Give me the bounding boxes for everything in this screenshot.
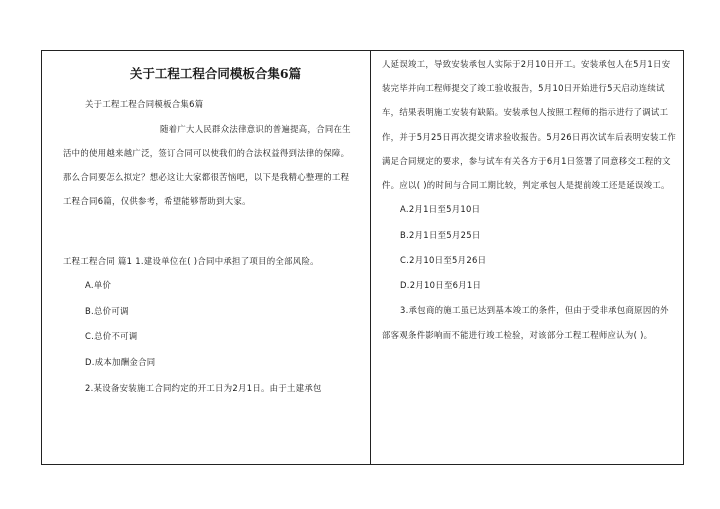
- q2-option-d: D.2月10日至6月1日: [400, 280, 482, 291]
- right-column: [382, 52, 677, 347]
- q2-option-a: A.2月1日至5月10日: [400, 204, 481, 215]
- column-divider: [370, 50, 371, 465]
- q1-option-a: A.单价: [85, 280, 112, 290]
- intro-paragraph: 随着广大人民群众法律意识的普遍提高，合同在生活中的使用越来越广泛，签订合同可以使我们的合法权益得到法律的保障。那么合同要怎么拟定？想必这让大家都很苦恼吧，以下是我精心整理的工程工程合同6篇，仅供参考，希望能够帮助到大家。: [63, 124, 351, 206]
- q1-option-d: D.成本加酬金合同: [85, 356, 156, 367]
- left-column: [63, 60, 356, 401]
- question-3: 3.承包商的施工虽已达到基本竣工的条件，但由于受非承包商原因的外部客观条件影响而不能进行竣工检验，对该部分工程工程师应认为( )。: [382, 305, 669, 340]
- question-2-continued: 人延误竣工，导致安装承包人实际于2月10日开工。安装承包人在5月1日安装完毕并向工程师提交了竣工验收报告，5月10日开始进行5天启动连续试车，结果表明施工安装有缺陷。安装承包人按照工程师的指示进行了调试工作，并于5月25日再次提交请求验收报告。5月26日再次试车后表明安装工作满足合同规定的要求，参与试车有关各方于6月1日签署了同意移交工程的文件。应以( )的时间与合同工期比较，判定承包人是提前竣工还是延误竣工。: [382, 59, 677, 191]
- question-2-start: 2.某设备安装施工合同约定的开工日为2月1日。由于土建承包: [85, 383, 322, 393]
- question-1: 工程工程合同 篇1 1.建设单位在( )合同中承担了项目的全部风险。: [63, 256, 319, 266]
- document-subtitle: 关于工程工程合同模板合集6篇: [85, 99, 204, 109]
- q1-option-b: B.总价可调: [85, 305, 129, 316]
- q1-option-c: C.总价不可调: [85, 331, 138, 341]
- document-title: 关于工程工程合同模板合集6篇: [129, 66, 302, 81]
- q2-option-b: B.2月1日至5月25日: [400, 229, 481, 240]
- q2-option-c: C.2月10日至5月26日: [400, 254, 487, 265]
